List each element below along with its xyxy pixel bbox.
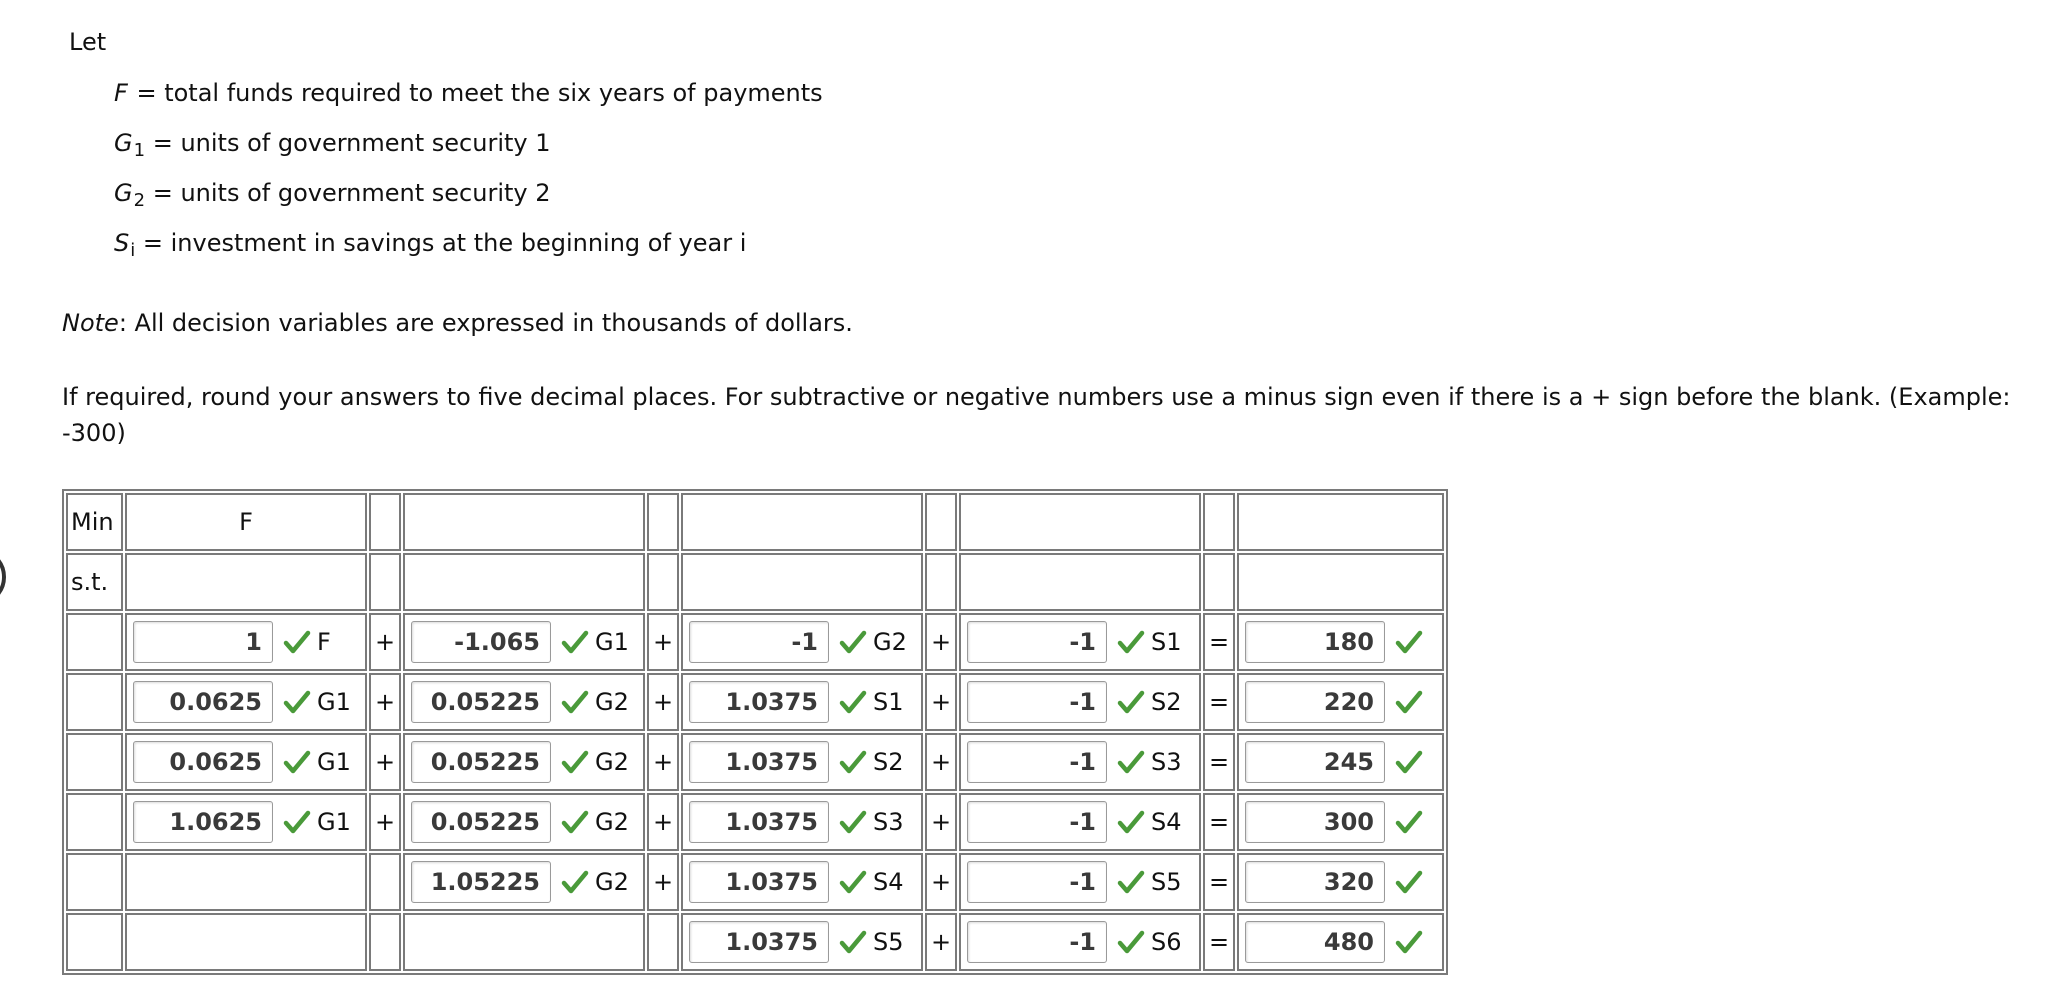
rhs-term: [1239, 681, 1442, 723]
plus-sign: +: [647, 733, 679, 791]
check-icon: [1395, 808, 1423, 836]
definition-g2: [114, 178, 823, 228]
constraint-row: [66, 913, 1444, 971]
check-icon: [1117, 808, 1145, 836]
coefficient-term: [405, 621, 643, 663]
coefficient-input[interactable]: -1: [967, 921, 1107, 963]
definition-si: [114, 228, 823, 278]
rhs-cell: [1237, 793, 1444, 851]
coefficient-input[interactable]: 1.0375: [689, 861, 829, 903]
coefficient-cell: [681, 733, 923, 791]
variable-label: S2: [873, 748, 904, 776]
let-label: Let: [69, 28, 107, 56]
variable-label: G2: [595, 808, 629, 836]
objective-variable: F: [125, 493, 367, 551]
coefficient-cell: [681, 913, 923, 971]
coefficient-cell: [959, 613, 1201, 671]
operator-cell: [369, 913, 401, 971]
rhs-input[interactable]: 180: [1245, 621, 1385, 663]
coefficient-cell: [681, 853, 923, 911]
coefficient-input[interactable]: -1: [967, 621, 1107, 663]
variable-label: G2: [595, 868, 629, 896]
constraint-row: [66, 733, 1444, 791]
constraint-row: [66, 613, 1444, 671]
check-icon: [283, 628, 311, 656]
check-icon: [283, 748, 311, 776]
plus-sign: +: [369, 613, 401, 671]
coefficient-term: [127, 801, 365, 843]
coefficient-cell: [125, 673, 367, 731]
coefficient-cell: [959, 673, 1201, 731]
constraint-row: [66, 793, 1444, 851]
empty-cell: [959, 553, 1201, 611]
coefficient-term: [405, 741, 643, 783]
note: [62, 309, 853, 337]
check-icon: [561, 628, 589, 656]
variable-label: G1: [317, 808, 351, 836]
coefficient-cell: [681, 673, 923, 731]
plus-sign: +: [925, 613, 957, 671]
check-icon: [1117, 688, 1145, 716]
check-icon: [1395, 928, 1423, 956]
coefficient-term: [961, 681, 1199, 723]
definition-text: = units of government security 1: [152, 129, 551, 157]
coefficient-term: [405, 861, 643, 903]
rhs-term: [1239, 801, 1442, 843]
check-icon: [839, 808, 867, 836]
empty-cell: [66, 733, 123, 791]
coefficient-term: [127, 681, 365, 723]
rhs-input[interactable]: 220: [1245, 681, 1385, 723]
coefficient-input[interactable]: -1.065: [411, 621, 551, 663]
definition-text: = units of government security 2: [152, 179, 551, 207]
plus-sign: +: [925, 853, 957, 911]
check-icon: [283, 688, 311, 716]
definition-subscript: 1: [133, 140, 146, 161]
definition-symbol: F: [114, 79, 128, 107]
coefficient-term: [683, 621, 921, 663]
empty-cell: [66, 913, 123, 971]
rhs-input[interactable]: 300: [1245, 801, 1385, 843]
coefficient-cell: [959, 913, 1201, 971]
coefficient-cell: [403, 793, 645, 851]
rhs-cell: [1237, 853, 1444, 911]
plus-sign: +: [369, 733, 401, 791]
definition-f: [114, 78, 823, 128]
check-icon: [839, 748, 867, 776]
plus-sign: +: [925, 913, 957, 971]
coefficient-cell: [959, 733, 1201, 791]
coefficient-cell: [125, 613, 367, 671]
plus-sign: +: [925, 673, 957, 731]
empty-cell: [1237, 553, 1444, 611]
check-icon: [561, 688, 589, 716]
empty-cell: [681, 493, 923, 551]
rhs-term: [1239, 621, 1442, 663]
rhs-term: [1239, 741, 1442, 783]
definition-subscript: i: [130, 240, 136, 261]
variable-label: G2: [873, 628, 907, 656]
variable-label: G1: [595, 628, 629, 656]
empty-cell: [1203, 553, 1235, 611]
coefficient-term: [127, 621, 365, 663]
coefficient-cell: [959, 853, 1201, 911]
variable-label: S4: [873, 868, 904, 896]
check-icon: [1395, 868, 1423, 896]
rhs-cell: [1237, 673, 1444, 731]
check-icon: [283, 808, 311, 836]
coefficient-term: [961, 801, 1199, 843]
empty-cell: [1203, 493, 1235, 551]
coefficient-term: [961, 921, 1199, 963]
rhs-cell: [1237, 913, 1444, 971]
rhs-input[interactable]: 480: [1245, 921, 1385, 963]
empty-cell: [66, 613, 123, 671]
variable-label: S3: [1151, 748, 1182, 776]
lp-model-table: [62, 489, 1448, 975]
plus-sign: +: [925, 793, 957, 851]
empty-cell: [1237, 493, 1444, 551]
empty-cell: [403, 553, 645, 611]
check-icon: [839, 868, 867, 896]
check-icon: [561, 868, 589, 896]
coefficient-cell: [403, 913, 645, 971]
plus-sign: +: [647, 613, 679, 671]
empty-cell: [125, 553, 367, 611]
rhs-input[interactable]: 245: [1245, 741, 1385, 783]
equals-sign: =: [1203, 793, 1235, 851]
coefficient-cell: [403, 733, 645, 791]
objective-row: [66, 493, 1444, 551]
coefficient-input[interactable]: 1.0375: [689, 921, 829, 963]
check-icon: [1395, 748, 1423, 776]
min-label: Min: [66, 493, 123, 551]
definition-g1: [114, 128, 823, 178]
coefficient-term: [405, 681, 643, 723]
variable-label: G2: [595, 688, 629, 716]
coefficient-cell: [125, 793, 367, 851]
empty-cell: [369, 553, 401, 611]
check-icon: [839, 688, 867, 716]
coefficient-term: [127, 741, 365, 783]
rhs-input[interactable]: 320: [1245, 861, 1385, 903]
coefficient-input[interactable]: 0.05225: [411, 801, 551, 843]
check-icon: [839, 628, 867, 656]
coefficient-term: [683, 861, 921, 903]
variable-label: S5: [1151, 868, 1182, 896]
coefficient-input[interactable]: 1.0625: [133, 801, 273, 843]
check-icon: [1117, 748, 1145, 776]
rhs-term: [1239, 861, 1442, 903]
check-icon: [1395, 688, 1423, 716]
plus-sign: +: [369, 673, 401, 731]
empty-cell: [403, 493, 645, 551]
definition-symbol: G: [114, 179, 133, 207]
operator-cell: [647, 913, 679, 971]
empty-cell: [925, 493, 957, 551]
coefficient-input[interactable]: 1.0375: [689, 681, 829, 723]
variable-definitions: [114, 78, 823, 278]
empty-cell: [66, 673, 123, 731]
coefficient-cell: [959, 793, 1201, 851]
empty-cell: [66, 853, 123, 911]
coefficient-input[interactable]: 0.05225: [411, 741, 551, 783]
plus-sign: +: [925, 733, 957, 791]
note-label: Note: [62, 309, 119, 337]
coefficient-cell: [125, 733, 367, 791]
coefficient-input[interactable]: -1: [689, 621, 829, 663]
plus-sign: +: [647, 793, 679, 851]
subject-to-row: [66, 553, 1444, 611]
coefficient-input[interactable]: 1.0375: [689, 741, 829, 783]
variable-label: S2: [1151, 688, 1182, 716]
coefficient-cell: [403, 853, 645, 911]
variable-label: G2: [595, 748, 629, 776]
constraint-row: [66, 673, 1444, 731]
coefficient-term: [683, 801, 921, 843]
coefficient-input[interactable]: 1.0375: [689, 801, 829, 843]
coefficient-cell: [403, 673, 645, 731]
coefficient-term: [961, 621, 1199, 663]
coefficient-input[interactable]: -1: [967, 801, 1107, 843]
variable-label: S6: [1151, 928, 1182, 956]
rhs-term: [1239, 921, 1442, 963]
variable-label: G1: [317, 688, 351, 716]
check-icon: [1117, 868, 1145, 896]
definition-symbol: G: [114, 129, 133, 157]
check-icon: [839, 928, 867, 956]
coefficient-term: [683, 921, 921, 963]
rhs-cell: [1237, 613, 1444, 671]
plus-sign: +: [369, 793, 401, 851]
empty-cell: [681, 553, 923, 611]
check-icon: [1395, 628, 1423, 656]
st-label: s.t.: [66, 553, 123, 611]
cropped-circle-decoration: [0, 548, 6, 606]
rhs-cell: [1237, 733, 1444, 791]
check-icon: [561, 748, 589, 776]
check-icon: [561, 808, 589, 836]
empty-cell: [959, 493, 1201, 551]
coefficient-term: [683, 741, 921, 783]
variable-label: S4: [1151, 808, 1182, 836]
coefficient-term: [405, 801, 643, 843]
empty-cell: [647, 493, 679, 551]
definition-text: = investment in savings at the beginning of year i: [142, 229, 747, 257]
constraint-row: [66, 853, 1444, 911]
coefficient-term: [683, 681, 921, 723]
coefficient-term: [961, 741, 1199, 783]
plus-sign: +: [647, 673, 679, 731]
empty-cell: [66, 793, 123, 851]
check-icon: [1117, 928, 1145, 956]
equals-sign: =: [1203, 913, 1235, 971]
coefficient-input[interactable]: -1: [967, 681, 1107, 723]
equals-sign: =: [1203, 733, 1235, 791]
empty-cell: [369, 493, 401, 551]
plus-sign: +: [647, 853, 679, 911]
variable-label: F: [317, 628, 331, 656]
definition-symbol: S: [114, 229, 130, 257]
variable-label: G1: [317, 748, 351, 776]
instructions: If required, round your answers to five decimal places. For subtractive or negative numbers use a minus sign even if there is a + sign before the blank. (Example: -300): [62, 383, 2011, 447]
equals-sign: =: [1203, 613, 1235, 671]
coefficient-input[interactable]: -1: [967, 861, 1107, 903]
variable-label: S1: [1151, 628, 1182, 656]
coefficient-cell: [125, 853, 367, 911]
definition-subscript: 2: [133, 190, 146, 211]
coefficient-input[interactable]: 1.05225: [411, 861, 551, 903]
empty-cell: [647, 553, 679, 611]
coefficient-input[interactable]: 0.05225: [411, 681, 551, 723]
check-icon: [1117, 628, 1145, 656]
coefficient-input[interactable]: 0.0625: [133, 681, 273, 723]
coefficient-input[interactable]: 0.0625: [133, 741, 273, 783]
definition-text: = total funds required to meet the six years of payments: [136, 79, 823, 107]
coefficient-cell: [681, 613, 923, 671]
equals-sign: =: [1203, 673, 1235, 731]
empty-cell: [925, 553, 957, 611]
coefficient-cell: [681, 793, 923, 851]
variable-label: S1: [873, 688, 904, 716]
coefficient-cell: [403, 613, 645, 671]
note-text: : All decision variables are expressed in thousands of dollars.: [118, 309, 853, 337]
operator-cell: [369, 853, 401, 911]
coefficient-term: [961, 861, 1199, 903]
variable-label: S5: [873, 928, 904, 956]
coefficient-input[interactable]: -1: [967, 741, 1107, 783]
coefficient-input[interactable]: 1: [133, 621, 273, 663]
coefficient-cell: [125, 913, 367, 971]
variable-label: S3: [873, 808, 904, 836]
equals-sign: =: [1203, 853, 1235, 911]
